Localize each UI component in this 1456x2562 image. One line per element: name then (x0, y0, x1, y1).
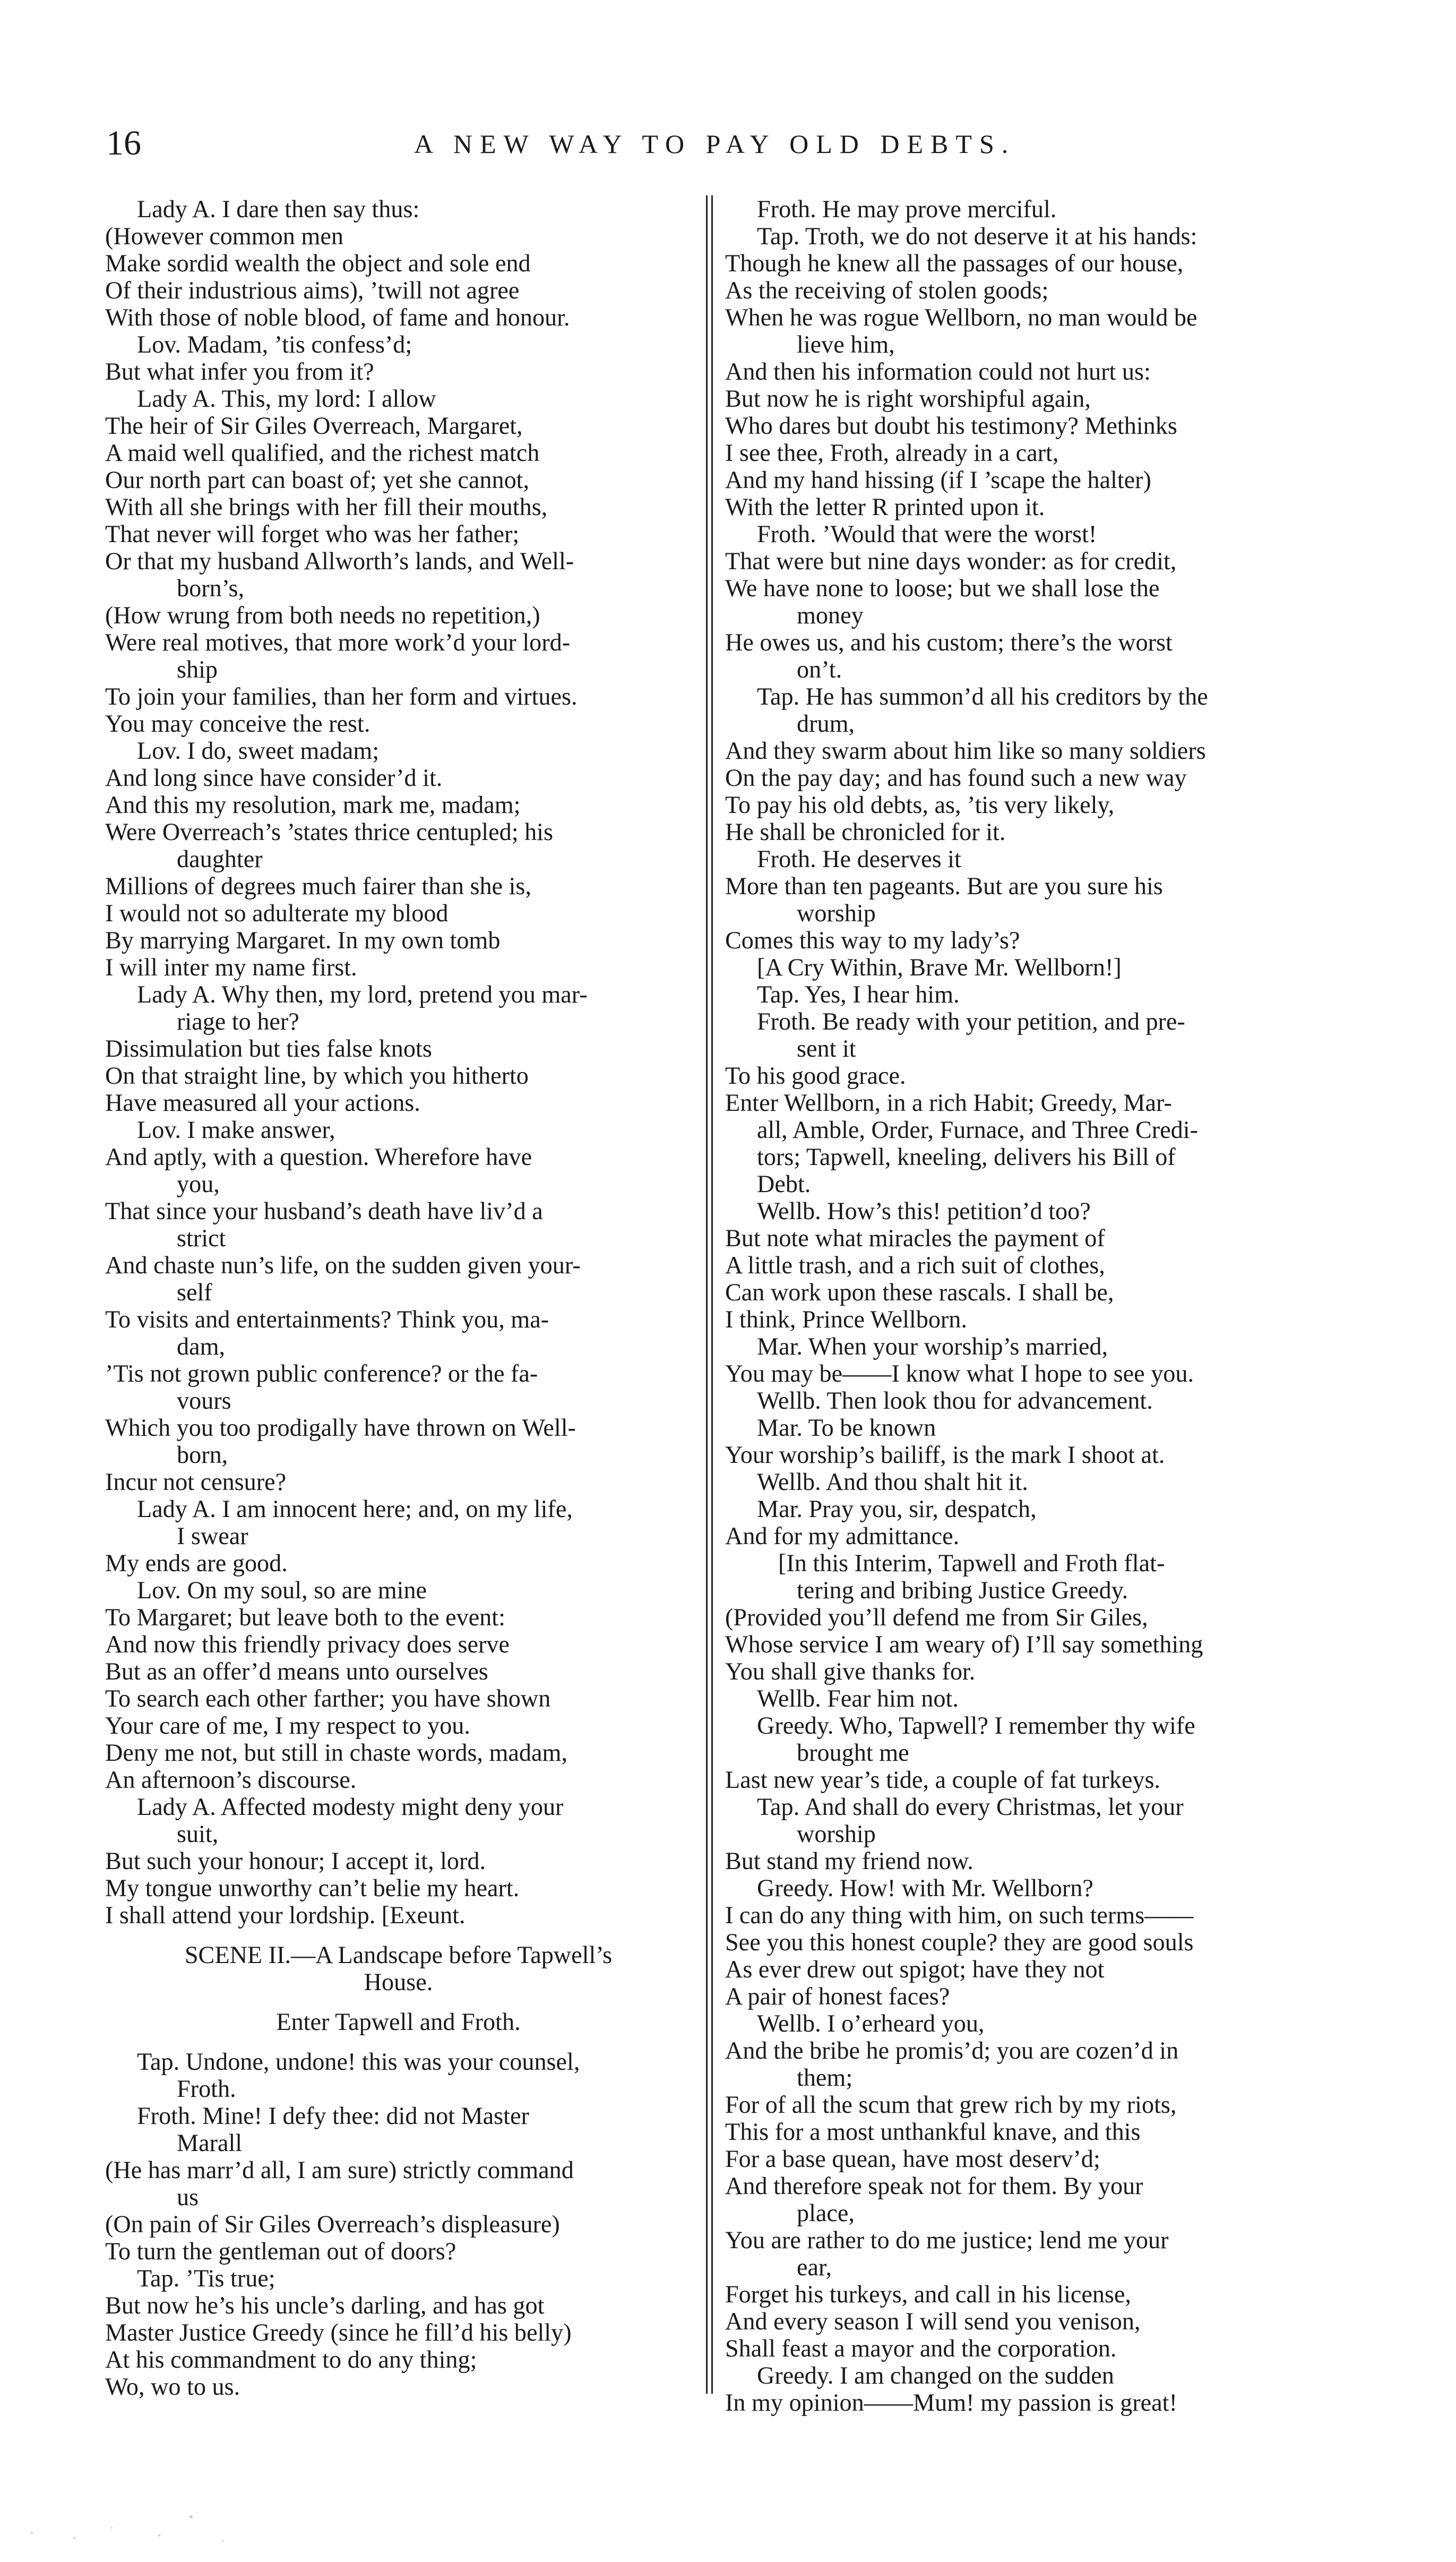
text-line: My ends are good. (105, 1549, 288, 1576)
text-line: Your care of me, I my respect to you. (105, 1712, 470, 1739)
text-line: Wellb. I o’erheard you, (757, 2010, 985, 2037)
text-line: Tap. He has summon’d all his creditors by the (757, 683, 1208, 710)
text-line: That were but nine days wonder: as for credit, (725, 547, 1177, 575)
text-line: A little trash, and a rich suit of clothes, (725, 1252, 1105, 1279)
text-line: born, (177, 1441, 228, 1468)
text-line: ’Tis not grown public conference? or the fa- (105, 1360, 538, 1387)
text-line: See you this honest couple? they are good souls (725, 1929, 1194, 1956)
text-line: daughter (177, 845, 263, 872)
text-line: With those of noble blood, of fame and honour. (105, 304, 570, 331)
text-line: Froth. Mine! I defy thee: did not Master (137, 2102, 529, 2129)
text-line: (How wrung from both needs no repetition,) (105, 602, 540, 629)
text-line: But such your honour; I accept it, lord. (105, 1847, 486, 1874)
text-line: A pair of honest faces? (725, 1983, 950, 2010)
text-line: And aptly, with a question. Wherefore have (105, 1143, 532, 1170)
text-line: Tap. ’Tis true; (137, 2265, 275, 2292)
text-line: Lady A. I am innocent here; and, on my life, (137, 1495, 573, 1522)
scan-smudge (0, 2496, 372, 2559)
text-line: That never will forget who was her father; (105, 520, 520, 547)
text-line: To join your families, than her form and virtues. (105, 683, 578, 710)
text-line: you, (177, 1170, 220, 1197)
text-line: I swear (177, 1522, 248, 1549)
text-line: My tongue unworthy can’t belie my heart. (105, 1874, 520, 1901)
text-line: ear, (797, 2253, 832, 2281)
text-line: Or that my husband Allworth’s lands, and Well- (105, 547, 574, 575)
text-line: Froth. Be ready with your petition, and pre- (757, 1008, 1185, 1035)
text-line: You may conceive the rest. (105, 710, 371, 737)
text-line: And the bribe he promis’d; you are cozen’d in (725, 2037, 1179, 2064)
text-line: To search each other farther; you have shown (105, 1685, 551, 1712)
text-line: But now he is right worshipful again, (725, 385, 1091, 412)
text-line: Froth. He may prove merciful. (757, 195, 1057, 222)
text-line: Greedy. How! with Mr. Wellborn? (757, 1874, 1093, 1901)
text-line: dam, (177, 1333, 226, 1360)
text-line: money (797, 602, 864, 629)
text-line: And long since have consider’d it. (105, 764, 443, 791)
text-line: Were real motives, that more work’d your lord- (105, 629, 571, 656)
text-line: You are rather to do me justice; lend me your (725, 2226, 1169, 2253)
text-line: sent it (797, 1035, 856, 1062)
text-line: born’s, (177, 575, 245, 602)
text-line: For of all the scum that grew rich by my riots, (725, 2091, 1177, 2118)
page-number: 16 (106, 124, 141, 162)
text-line: I think, Prince Wellborn. (725, 1306, 967, 1333)
text-line: Lov. On my soul, so are mine (137, 1576, 427, 1604)
text-line: Lov. I make answer, (137, 1116, 335, 1143)
text-line: tering and bribing Justice Greedy. (797, 1576, 1128, 1604)
right-column (725, 195, 1349, 2416)
text-line: I would not so adulterate my blood (105, 899, 449, 927)
column-rule-left (706, 195, 708, 2394)
text-line: And now this friendly privacy does serve (105, 1631, 510, 1658)
text-line: us (177, 2183, 199, 2210)
text-line: Lov. Madam, ’tis confess’d; (137, 331, 412, 358)
text-line: Last new year’s tide, a couple of fat turkeys. (725, 1766, 1160, 1793)
text-line: Whose service I am weary of) I’ll say something (725, 1631, 1203, 1658)
text-line: A maid well qualified, and the richest match (105, 439, 540, 466)
running-head: A NEW WAY TO PAY OLD DEBTS. (414, 129, 1016, 159)
text-line: And every season I will send you venison, (725, 2308, 1141, 2335)
text-line: Master Justice Greedy (since he fill’d his belly) (105, 2319, 572, 2346)
text-line: them; (797, 2064, 853, 2091)
text-line: Who dares but doubt his testimony? Methinks (725, 412, 1177, 439)
text-line: Tap. Yes, I hear him. (757, 981, 960, 1008)
text-line: I will inter my name first. (105, 954, 357, 981)
text-line: Deny me not, but still in chaste words, madam, (105, 1739, 567, 1766)
text-line: On that straight line, by which you hitherto (105, 1062, 529, 1089)
text-line: Enter Tapwell and Froth. (276, 2008, 521, 2035)
text-line: Our north part can boast of; yet she cannot, (105, 466, 530, 493)
text-line: At his commandment to do any thing; (105, 2346, 477, 2373)
text-line: Tap. Undone, undone! this was your counsel, (137, 2048, 580, 2075)
text-line: Mar. Pray you, sir, despatch, (757, 1495, 1037, 1522)
text-line: To turn the gentleman out of doors? (105, 2238, 456, 2265)
text-line: Lady A. Why then, my lord, pretend you mar- (137, 981, 588, 1008)
column-rule-right (711, 195, 713, 2394)
text-line: By marrying Margaret. In my own tomb (105, 927, 501, 954)
text-line: More than ten pageants. But are you sure his (725, 872, 1163, 899)
text-line: On the pay day; and has found such a new way (725, 764, 1187, 791)
text-line: SCENE II.—A Landscape before Tapwell’s (184, 1941, 613, 1968)
text-line: Tap. Troth, we do not deserve it at his hands: (757, 222, 1197, 250)
text-line: Incur not censure? (105, 1468, 287, 1495)
text-line: ship (177, 656, 218, 683)
text-line: on’t. (797, 656, 842, 683)
text-line: Enter Wellborn, in a rich Habit; Greedy, Mar- (725, 1089, 1172, 1116)
text-line: lieve him, (797, 331, 895, 358)
text-line: To visits and entertainments? Think you, ma- (105, 1306, 549, 1333)
text-line: Dissimulation but ties false knots (105, 1035, 432, 1062)
text-line: Froth. He deserves it (757, 845, 961, 872)
text-line: Your worship’s bailiff, is the mark I shoot at. (725, 1441, 1165, 1468)
text-line: (He has marr’d all, I am sure) strictly command (105, 2156, 574, 2183)
text-line: As ever drew out spigot; have they not (725, 1956, 1105, 1983)
text-line: Comes this way to my lady’s? (725, 927, 1020, 954)
text-line: He owes us, and his custom; there’s the worst (725, 629, 1173, 656)
text-line: The heir of Sir Giles Overreach, Margaret, (105, 412, 523, 439)
text-line: Wellb. Fear him not. (757, 1685, 959, 1712)
text-line: brought me (797, 1739, 909, 1766)
text-line: And this my resolution, mark me, madam; (105, 791, 521, 818)
text-line: worship (797, 1820, 876, 1847)
text-line: Wellb. How’s this! petition’d too? (757, 1197, 1091, 1224)
text-line: riage to her? (177, 1008, 299, 1035)
text-line: With the letter R printed upon it. (725, 493, 1045, 520)
text-line: He shall be chronicled for it. (725, 818, 1006, 845)
text-line: Wellb. And thou shalt hit it. (757, 1468, 1028, 1495)
text-line: Mar. To be known (757, 1414, 936, 1441)
text-line: But now he’s his uncle’s darling, and has got (105, 2292, 545, 2319)
text-line: Were Overreach’s ’states thrice centupled; his (105, 818, 553, 845)
text-line: House. (364, 1968, 433, 1995)
text-line: You may be——I know what I hope to see you. (725, 1360, 1194, 1387)
text-line: Marall (177, 2129, 243, 2156)
text-line: And therefore speak not for them. By your (725, 2172, 1143, 2199)
text-line: I can do any thing with him, on such terms—— (725, 1901, 1194, 1929)
text-line: With all she brings with her fill their mouths, (105, 493, 548, 520)
text-line: But as an offer’d means unto ourselves (105, 1658, 488, 1685)
text-line: Though he knew all the passages of our house, (725, 250, 1184, 277)
text-line: Millions of degrees much fairer than she is, (105, 872, 531, 899)
text-line: Debt. (757, 1170, 811, 1197)
text-line: Lov. I do, sweet madam; (137, 737, 380, 764)
text-line: An afternoon’s discourse. (105, 1766, 357, 1793)
text-line: Wellb. Then look thou for advancement. (757, 1387, 1153, 1414)
text-line: [In this Interim, Tapwell and Froth flat- (778, 1549, 1165, 1576)
text-line: That since your husband’s death have liv’d a (105, 1197, 543, 1224)
text-line: suit, (177, 1820, 219, 1847)
text-line: Greedy. I am changed on the sudden (757, 2362, 1114, 2389)
text-line: Wo, wo to us. (105, 2373, 240, 2400)
text-line: But what infer you from it? (105, 358, 374, 385)
text-line: For a base quean, have most deserv’d; (725, 2145, 1100, 2172)
text-line: Which you too prodigally have thrown on Well- (105, 1414, 576, 1441)
text-line: But stand my friend now. (725, 1847, 973, 1874)
page-header (0, 123, 1456, 171)
text-line: As the receiving of stolen goods; (725, 277, 1049, 304)
text-line: Can work upon these rascals. I shall be, (725, 1279, 1114, 1306)
text-line: To pay his old debts, as, ’tis very likely, (725, 791, 1115, 818)
text-line: To Margaret; but leave both to the event: (105, 1604, 505, 1631)
text-line: In my opinion——Mum! my passion is great! (725, 2389, 1177, 2416)
text-line: And then his information could not hurt us: (725, 358, 1151, 385)
text-line: Lady A. I dare then say thus: (137, 195, 420, 222)
text-line: [A Cry Within, Brave Mr. Wellborn!] (757, 954, 1122, 981)
text-line: Have measured all your actions. (105, 1089, 420, 1116)
text-line: Make sordid wealth the object and sole end (105, 250, 531, 277)
text-line: And chaste nun’s life, on the sudden given your- (105, 1252, 581, 1279)
text-line: When he was rogue Wellborn, no man would be (725, 304, 1197, 331)
text-line: tors; Tapwell, kneeling, delivers his Bill of (757, 1143, 1176, 1170)
text-line: place, (797, 2199, 855, 2226)
text-line: Greedy. Who, Tapwell? I remember thy wife (757, 1712, 1195, 1739)
text-line: I shall attend your lordship. [Exeunt. (105, 1901, 466, 1929)
text-line: (On pain of Sir Giles Overreach’s displeasure) (105, 2210, 560, 2238)
text-line: And for my admittance. (725, 1522, 960, 1549)
text-line: Lady A. Affected modesty might deny your (137, 1793, 564, 1820)
text-line: Froth. ’Would that were the worst! (757, 520, 1097, 547)
text-line: Forget his turkeys, and call in his license, (725, 2281, 1131, 2308)
text-line: Of their industrious aims), ’twill not agree (105, 277, 520, 304)
text-line: all, Amble, Order, Furnace, and Three Credi- (757, 1116, 1198, 1143)
left-column (105, 195, 692, 2400)
text-line: Froth. (177, 2075, 236, 2102)
text-line: Lady A. This, my lord: I allow (137, 385, 436, 412)
text-line: Tap. And shall do every Christmas, let your (757, 1793, 1184, 1820)
text-line: strict (177, 1224, 226, 1252)
text-line: I see thee, Froth, already in a cart, (725, 439, 1059, 466)
text-line: Shall feast a mayor and the corporation. (725, 2335, 1117, 2362)
text-line: vours (177, 1387, 231, 1414)
text-line: drum, (797, 710, 855, 737)
text-line: And they swarm about him like so many soldiers (725, 737, 1206, 764)
text-line: (Provided you’ll defend me from Sir Giles, (725, 1604, 1148, 1631)
text-line: And my hand hissing (if I ’scape the halter) (725, 466, 1151, 493)
text-line: This for a most unthankful knave, and this (725, 2118, 1141, 2145)
text-line: (However common men (105, 222, 343, 250)
text-line: But note what miracles the payment of (725, 1224, 1105, 1252)
text-line: self (177, 1279, 212, 1306)
text-line: We have none to loose; but we shall lose the (725, 575, 1160, 602)
text-line: You shall give thanks for. (725, 1658, 976, 1685)
text-line: worship (797, 899, 876, 927)
text-line: To his good grace. (725, 1062, 906, 1089)
text-line: Mar. When your worship’s married, (757, 1333, 1108, 1360)
